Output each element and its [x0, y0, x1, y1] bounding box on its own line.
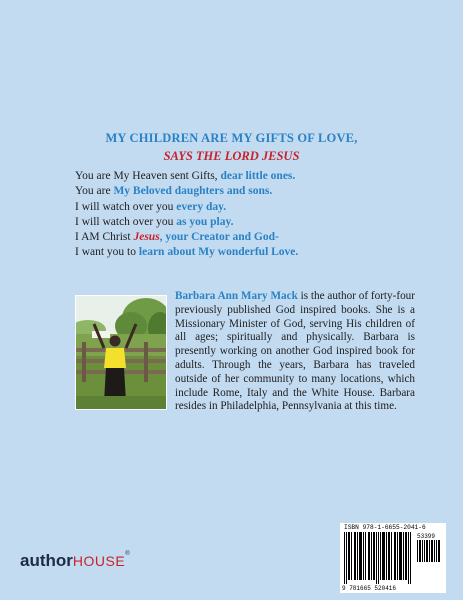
price-code: 53399	[417, 533, 436, 540]
poem-highlight: My Beloved daughters and sons.	[113, 185, 273, 198]
poem-highlight: every day.	[176, 200, 227, 213]
poem-text: I will watch over you	[75, 200, 177, 213]
isbn-label: ISBN 978-1-6655-2041-6	[344, 524, 426, 531]
poem-text: I want you to	[75, 246, 139, 259]
poem-text: I will watch over you	[75, 215, 177, 228]
poem-line	[75, 184, 415, 199]
publisher-logo	[20, 551, 130, 571]
poem-jesus: Jesus	[133, 231, 160, 244]
author-bio	[175, 290, 415, 414]
poem-highlight: as you play.	[176, 215, 234, 228]
publisher-logo-author: author	[20, 551, 73, 570]
author-bio-text: is the author of forty-four previously published God inspired books. She is a Missionary Minister of God, serving His children of all ages; spiritually and physically. Barbara is presently working on another God inspired book for adults. Through the years, Barbara has traveled outside of her community to many locations, which include Rome, Italy and the White House. Barbara resides in Philadelphia, Pennsylvania at this time.	[175, 290, 415, 413]
poem-line	[75, 169, 415, 184]
price-barcode	[415, 532, 443, 562]
poem-text: You are My Heaven sent Gifts,	[75, 170, 221, 182]
publisher-logo-house: HOUSE	[72, 553, 126, 569]
poem-line	[75, 200, 415, 215]
poem-line	[75, 230, 415, 245]
poem-line	[75, 245, 415, 260]
cover-subheading: SAYS THE LORD JESUS	[163, 149, 300, 163]
poem-text: You are	[75, 185, 114, 198]
poem-highlight: learn about My wonderful Love.	[138, 246, 299, 259]
author-name: Barbara Ann Mary Mack	[175, 290, 298, 302]
author-photo	[75, 295, 167, 410]
poem	[75, 169, 415, 261]
cover-heading: MY CHILDREN ARE MY GIFTS OF LOVE,	[105, 131, 358, 145]
poem-highlight: , your Creator and God-	[159, 231, 279, 244]
poem-line	[75, 215, 415, 230]
publisher-logo-tm: ®	[125, 551, 130, 557]
barcode-bars	[344, 532, 412, 584]
barcode-number: 9 781665 520416	[342, 585, 397, 592]
isbn-barcode	[340, 523, 446, 593]
poem-text: I AM Christ	[75, 231, 134, 244]
poem-highlight: dear little ones.	[220, 170, 296, 182]
